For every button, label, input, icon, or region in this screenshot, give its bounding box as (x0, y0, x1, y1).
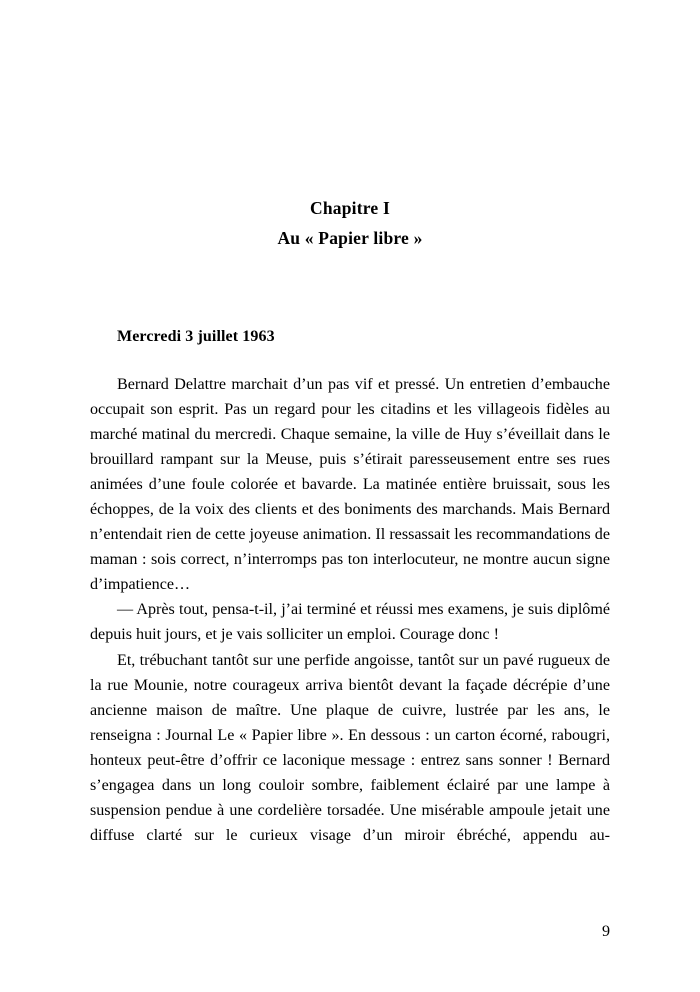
body-copy (90, 372, 610, 873)
text-column (90, 0, 610, 992)
chapter-title-line-1: Chapitre I (310, 198, 390, 218)
paragraph: Et, trébuchant tantôt sur une perfide angoisse, tantôt sur un pavé rugueux de la rue Mounie, notre courageux arriva bientôt devant la façade décrépie d’une ancienne maison de maître. Une plaque de cuivre, lustrée par les ans, le renseigna : Journal Le « Papier libre ». En dessous : un carton écorné, rabougri, honteux peut-être d’offrir ce laconique message : entrez sans sonner ! Bernard s’engagea dans un long couloir sombre, faiblement éclairé par une lampe à suspension pendue à une cordelière torsadée. Une misérable ampoule jetait une diffuse clarté sur le curieux visage d’un miroir ébréché, appendu au- (90, 651, 610, 844)
date-heading: Mercredi 3 juillet 1963 (117, 328, 275, 345)
chapter-title-line-2: Au « Papier libre » (277, 228, 423, 248)
chapter-heading (90, 193, 610, 253)
paragraph: — Après tout, pensa-t-il, j’ai terminé et réussi mes examens, je suis diplômé depuis huit jours, et je vais solliciter un emploi. Courage donc ! (90, 601, 610, 644)
paragraph: Bernard Delattre marchait d’un pas vif et pressé. Un entretien d’embauche occupait son esprit. Pas un regard pour les citadins et les villageois fidèles au marché matinal du mercredi. Chaque semaine, la ville de Huy s’éveillait dans le brouillard rampant sur la Meuse, puis s’étirait paresseusement entre ses rues animées d’une foule colorée et bavarde. La matinée entière bruissait, sous les échoppes, de la voix des clients et des boniments des marchands. Mais Bernard n’entendait rien de cette joyeuse animation. Il ressassait les recommandations de maman : sois correct, n’interromps pas ton interlocuteur, ne montre aucun signe d’impatience… (90, 376, 610, 594)
page-number: 9 (601, 923, 610, 940)
